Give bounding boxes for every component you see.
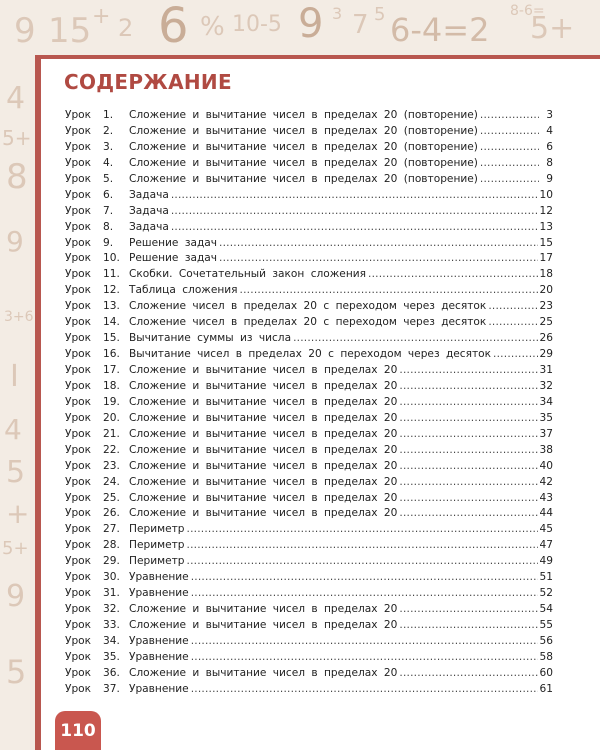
bg-glyph: 5+ xyxy=(2,126,32,150)
bg-glyph: 8 xyxy=(6,157,28,197)
lesson-prefix: Урок xyxy=(65,364,92,376)
dot-leader xyxy=(488,300,537,312)
lesson-prefix: Урок xyxy=(65,507,92,520)
lesson-prefix: Урок xyxy=(65,204,92,217)
dot-leader xyxy=(480,157,539,169)
lesson-prefix: Урок xyxy=(65,650,92,663)
lesson-prefix: Урок xyxy=(65,666,92,679)
dot-leader xyxy=(191,635,538,647)
lesson-page-number: 4 xyxy=(546,124,553,137)
toc-entry[interactable] xyxy=(65,332,553,348)
lesson-number: 27. xyxy=(103,523,120,536)
toc-entry[interactable] xyxy=(65,444,553,460)
lesson-prefix: Урок xyxy=(65,475,92,488)
dot-leader xyxy=(187,539,538,551)
lesson-prefix: Урок xyxy=(65,172,92,185)
lesson-number: 23. xyxy=(103,459,120,472)
lesson-title: Уравнение xyxy=(129,571,189,584)
toc-entry[interactable] xyxy=(65,523,553,539)
lesson-title: Сложение и вычитание чисел в пределах 20 xyxy=(129,427,398,440)
bg-glyph: 5+ xyxy=(530,11,575,46)
lesson-number: 20. xyxy=(103,411,120,424)
toc-entry[interactable] xyxy=(65,412,553,428)
lesson-page-number: 8 xyxy=(546,156,553,169)
dot-leader xyxy=(187,555,538,567)
lesson-number: 24. xyxy=(103,475,120,488)
toc-entry[interactable] xyxy=(65,683,553,699)
bg-glyph: 9 xyxy=(6,579,26,614)
lesson-number: 26. xyxy=(103,507,120,520)
lesson-number: 16. xyxy=(103,348,120,361)
lesson-title: Вычитание суммы из числа xyxy=(129,332,292,345)
lesson-number: 21. xyxy=(103,427,120,440)
lesson-page-number: 20 xyxy=(539,284,553,297)
dot-leader xyxy=(399,380,537,392)
lesson-page-number: 55 xyxy=(539,619,553,631)
bg-glyph: 5 xyxy=(6,653,27,691)
bg-glyph: 3 xyxy=(332,4,343,23)
lesson-prefix: Урок xyxy=(65,188,92,201)
toc-entry[interactable] xyxy=(65,396,553,412)
lesson-title: Сложение и вычитание чисел в пределах 20 xyxy=(129,364,398,376)
lesson-number: 1. xyxy=(103,109,114,121)
toc-entry[interactable] xyxy=(65,348,553,364)
lesson-title: Скобки. Сочетательный закон сложения xyxy=(129,268,367,281)
lesson-number: 3. xyxy=(103,140,114,153)
dot-leader xyxy=(480,173,539,185)
lesson-number: 7. xyxy=(103,204,114,217)
lesson-page-number: 6 xyxy=(546,140,553,153)
dot-leader xyxy=(191,587,538,599)
lesson-page-number: 52 xyxy=(539,587,553,600)
toc-entry[interactable] xyxy=(65,109,553,125)
bg-glyph: 7 xyxy=(352,10,369,40)
lesson-title: Сложение и вычитание чисел в пределах 20 xyxy=(129,603,398,616)
lesson-page-number: 26 xyxy=(539,332,553,345)
table-of-contents xyxy=(65,109,553,699)
bg-glyph: 15 xyxy=(48,11,92,51)
toc-entry[interactable] xyxy=(65,492,553,508)
lesson-prefix: Урок xyxy=(65,587,92,600)
lesson-title: Вычитание чисел в пределах 20 с переходом через десяток xyxy=(129,348,492,361)
toc-entry[interactable] xyxy=(65,667,553,683)
dot-leader xyxy=(171,189,538,201)
dot-leader xyxy=(171,205,538,217)
lesson-number: 37. xyxy=(103,682,120,695)
lesson-title: Сложение и вычитание чисел в пределах 20 (повторение) xyxy=(129,124,478,137)
lesson-page-number: 13 xyxy=(539,220,553,233)
lesson-number: 17. xyxy=(103,364,120,376)
lesson-prefix: Урок xyxy=(65,523,92,536)
lesson-page-number: 45 xyxy=(539,523,553,536)
lesson-prefix: Урок xyxy=(65,332,92,345)
lesson-number: 12. xyxy=(103,284,120,297)
lesson-page-number: 31 xyxy=(539,364,553,376)
bg-glyph: 6 xyxy=(158,0,189,54)
lesson-number: 36. xyxy=(103,666,120,679)
bg-glyph: 5+ xyxy=(2,538,29,559)
dot-leader xyxy=(399,619,537,631)
lesson-prefix: Урок xyxy=(65,427,92,440)
dot-leader xyxy=(399,492,537,504)
lesson-title: Сложение и вычитание чисел в пределах 20 xyxy=(129,443,398,456)
lesson-number: 32. xyxy=(103,603,120,616)
toc-entry[interactable] xyxy=(65,364,553,380)
toc-entry[interactable] xyxy=(65,507,553,523)
bg-glyph: 2 xyxy=(118,14,134,42)
lesson-title: Уравнение xyxy=(129,682,189,695)
toc-entry[interactable] xyxy=(65,539,553,555)
lesson-page-number: 25 xyxy=(539,316,553,329)
bg-glyph: 8-6= xyxy=(510,3,545,19)
lesson-prefix: Урок xyxy=(65,619,92,631)
lesson-prefix: Урок xyxy=(65,411,92,424)
dot-leader xyxy=(219,237,538,249)
dot-leader xyxy=(171,221,538,233)
lesson-page-number: 17 xyxy=(539,252,553,265)
lesson-title: Решение задач xyxy=(129,236,218,249)
lesson-prefix: Урок xyxy=(65,220,92,233)
lesson-page-number: 60 xyxy=(539,666,553,679)
lesson-prefix: Урок xyxy=(65,124,92,137)
bg-glyph: 6-4=2 xyxy=(390,11,490,49)
lesson-page-number: 44 xyxy=(539,507,553,520)
toc-entry[interactable] xyxy=(65,300,553,316)
lesson-title: Периметр xyxy=(129,555,185,568)
dot-leader xyxy=(399,460,537,472)
toc-entry[interactable] xyxy=(65,571,553,587)
lesson-title: Сложение и вычитание чисел в пределах 20 (повторение) xyxy=(129,156,478,169)
lesson-prefix: Урок xyxy=(65,109,92,121)
lesson-title: Таблица сложения xyxy=(129,284,238,297)
lesson-title: Сложение и вычитание чисел в пределах 20 (повторение) xyxy=(129,140,478,153)
dot-leader xyxy=(399,428,537,440)
lesson-title: Сложение и вычитание чисел в пределах 20 xyxy=(129,395,398,408)
lesson-title: Сложение и вычитание чисел в пределах 20 xyxy=(129,491,398,504)
dot-leader xyxy=(480,109,539,121)
bg-glyph: 4 xyxy=(4,413,22,446)
toc-entry[interactable] xyxy=(65,587,553,603)
lesson-number: 18. xyxy=(103,379,120,392)
lesson-title: Сложение чисел в пределах 20 с переходом через десяток xyxy=(129,300,487,313)
lesson-prefix: Урок xyxy=(65,555,92,568)
lesson-title: Сложение и вычитание чисел в пределах 20 xyxy=(129,379,398,392)
dot-leader xyxy=(399,476,537,488)
toc-entry[interactable] xyxy=(65,603,553,619)
lesson-number: 22. xyxy=(103,443,120,456)
dot-leader xyxy=(293,332,537,344)
toc-entry[interactable] xyxy=(65,555,553,571)
lesson-number: 4. xyxy=(103,156,114,169)
dot-leader xyxy=(399,667,537,679)
toc-entry[interactable] xyxy=(65,268,553,284)
dot-leader xyxy=(399,444,537,456)
lesson-number: 31. xyxy=(103,587,120,600)
lesson-prefix: Урок xyxy=(65,603,92,616)
lesson-number: 34. xyxy=(103,634,120,647)
lesson-number: 25. xyxy=(103,491,120,504)
dot-leader xyxy=(493,348,537,360)
page-title: СОДЕРЖАНИЕ xyxy=(64,70,232,94)
lesson-title: Уравнение xyxy=(129,634,189,647)
lesson-page-number: 3 xyxy=(546,109,553,121)
dot-leader xyxy=(191,683,538,695)
lesson-prefix: Урок xyxy=(65,156,92,169)
dot-leader xyxy=(399,603,537,615)
lesson-page-number: 38 xyxy=(539,443,553,456)
lesson-page-number: 23 xyxy=(539,300,553,313)
toc-entry[interactable] xyxy=(65,284,553,300)
toc-entry[interactable] xyxy=(65,252,553,268)
lesson-prefix: Урок xyxy=(65,236,92,249)
lesson-number: 29. xyxy=(103,555,120,568)
lesson-number: 33. xyxy=(103,619,120,631)
lesson-number: 35. xyxy=(103,650,120,663)
lesson-page-number: 37 xyxy=(539,427,553,440)
bg-glyph: I xyxy=(10,359,19,394)
lesson-prefix: Урок xyxy=(65,252,92,265)
lesson-prefix: Урок xyxy=(65,379,92,392)
lesson-page-number: 43 xyxy=(539,491,553,504)
dot-leader xyxy=(399,396,537,408)
lesson-number: 11. xyxy=(103,268,120,281)
dot-leader xyxy=(480,125,539,137)
lesson-prefix: Урок xyxy=(65,268,92,281)
lesson-page-number: 42 xyxy=(539,475,553,488)
lesson-prefix: Урок xyxy=(65,459,92,472)
lesson-prefix: Урок xyxy=(65,284,92,297)
lesson-page-number: 34 xyxy=(539,395,553,408)
bg-glyph: 9 xyxy=(298,1,324,47)
lesson-title: Задача xyxy=(129,188,169,201)
bg-glyph: 9 xyxy=(6,225,24,258)
lesson-prefix: Урок xyxy=(65,443,92,456)
dot-leader xyxy=(399,412,537,424)
lesson-page-number: 47 xyxy=(539,539,553,552)
lesson-number: 28. xyxy=(103,539,120,552)
dot-leader xyxy=(187,523,538,535)
lesson-title: Уравнение xyxy=(129,650,189,663)
toc-entry[interactable] xyxy=(65,157,553,173)
lesson-number: 2. xyxy=(103,124,114,137)
lesson-title: Периметр xyxy=(129,539,185,552)
toc-entry[interactable] xyxy=(65,316,553,332)
lesson-prefix: Урок xyxy=(65,348,92,361)
toc-entry[interactable] xyxy=(65,476,553,492)
lesson-page-number: 9 xyxy=(546,172,553,185)
dot-leader xyxy=(488,316,537,328)
dot-leader xyxy=(240,284,538,296)
lesson-prefix: Урок xyxy=(65,682,92,695)
toc-entry[interactable] xyxy=(65,125,553,141)
toc-entry[interactable] xyxy=(65,237,553,253)
dot-leader xyxy=(191,651,538,663)
lesson-number: 19. xyxy=(103,395,120,408)
lesson-title: Сложение и вычитание чисел в пределах 20 xyxy=(129,459,398,472)
lesson-page-number: 54 xyxy=(539,603,553,616)
bg-glyph: + xyxy=(6,497,30,530)
toc-entry[interactable] xyxy=(65,380,553,396)
dot-leader xyxy=(480,141,539,153)
lesson-number: 10. xyxy=(103,252,120,265)
toc-entry[interactable] xyxy=(65,428,553,444)
lesson-title: Сложение и вычитание чисел в пределах 20 xyxy=(129,619,398,631)
toc-entry[interactable] xyxy=(65,189,553,205)
bg-glyph: 5 xyxy=(6,455,26,490)
lesson-prefix: Урок xyxy=(65,571,92,584)
lesson-number: 6. xyxy=(103,188,114,201)
lesson-title: Сложение чисел в пределах 20 с переходом через десяток xyxy=(129,316,487,329)
toc-entry[interactable] xyxy=(65,460,553,476)
dot-leader xyxy=(219,252,538,264)
lesson-title: Сложение и вычитание чисел в пределах 20 (повторение) xyxy=(129,109,478,121)
lesson-page-number: 10 xyxy=(539,188,553,201)
dot-leader xyxy=(368,268,538,280)
lesson-page-number: 15 xyxy=(539,236,553,249)
toc-entry[interactable] xyxy=(65,173,553,189)
lesson-page-number: 61 xyxy=(539,682,553,695)
lesson-title: Сложение и вычитание чисел в пределах 20 xyxy=(129,507,398,520)
lesson-page-number: 35 xyxy=(539,411,553,424)
bg-glyph: 5 xyxy=(374,4,386,25)
lesson-title: Сложение и вычитание чисел в пределах 20 xyxy=(129,411,398,424)
lesson-page-number: 58 xyxy=(539,650,553,663)
toc-entry[interactable] xyxy=(65,205,553,221)
page-number-badge xyxy=(55,711,101,750)
lesson-title: Сложение и вычитание чисел в пределах 20 xyxy=(129,666,398,679)
lesson-page-number: 12 xyxy=(539,204,553,217)
toc-entry[interactable] xyxy=(65,651,553,667)
lesson-prefix: Урок xyxy=(65,316,92,329)
lesson-number: 13. xyxy=(103,300,120,313)
lesson-page-number: 32 xyxy=(539,379,553,392)
bg-glyph: 10-5 xyxy=(232,12,282,37)
lesson-page-number: 29 xyxy=(539,348,553,361)
lesson-title: Задача xyxy=(129,220,169,233)
lesson-number: 5. xyxy=(103,172,114,185)
lesson-title: Задача xyxy=(129,204,169,217)
lesson-number: 9. xyxy=(103,236,114,249)
page-number: 110 xyxy=(60,720,96,741)
toc-entry[interactable] xyxy=(65,141,553,157)
lesson-prefix: Урок xyxy=(65,395,92,408)
lesson-page-number: 40 xyxy=(539,459,553,472)
lesson-number: 8. xyxy=(103,220,114,233)
dot-leader xyxy=(399,364,537,376)
lesson-page-number: 49 xyxy=(539,555,553,568)
lesson-prefix: Урок xyxy=(65,634,92,647)
lesson-title: Уравнение xyxy=(129,587,189,600)
lesson-title: Решение задач xyxy=(129,252,218,265)
dot-leader xyxy=(399,507,537,519)
bg-glyph: + xyxy=(92,4,111,29)
lesson-number: 15. xyxy=(103,332,120,345)
lesson-number: 30. xyxy=(103,571,120,584)
toc-entry[interactable] xyxy=(65,635,553,651)
lesson-page-number: 56 xyxy=(539,634,553,647)
lesson-prefix: Урок xyxy=(65,300,92,313)
lesson-page-number: 18 xyxy=(539,268,553,281)
lesson-title: Периметр xyxy=(129,523,185,536)
lesson-title: Сложение и вычитание чисел в пределах 20 (повторение) xyxy=(129,172,478,185)
toc-entry[interactable] xyxy=(65,221,553,237)
lesson-prefix: Урок xyxy=(65,140,92,153)
bg-glyph: 9 xyxy=(14,11,36,51)
bg-glyph: % xyxy=(200,12,225,42)
bg-glyph: 4 xyxy=(6,81,26,116)
lesson-prefix: Урок xyxy=(65,491,92,504)
lesson-title: Сложение и вычитание чисел в пределах 20 xyxy=(129,475,398,488)
lesson-page-number: 51 xyxy=(539,571,553,584)
lesson-number: 14. xyxy=(103,316,120,329)
lesson-prefix: Урок xyxy=(65,539,92,552)
toc-entry[interactable] xyxy=(65,619,553,635)
bg-glyph: 3+6 xyxy=(4,309,34,325)
dot-leader xyxy=(191,571,538,583)
